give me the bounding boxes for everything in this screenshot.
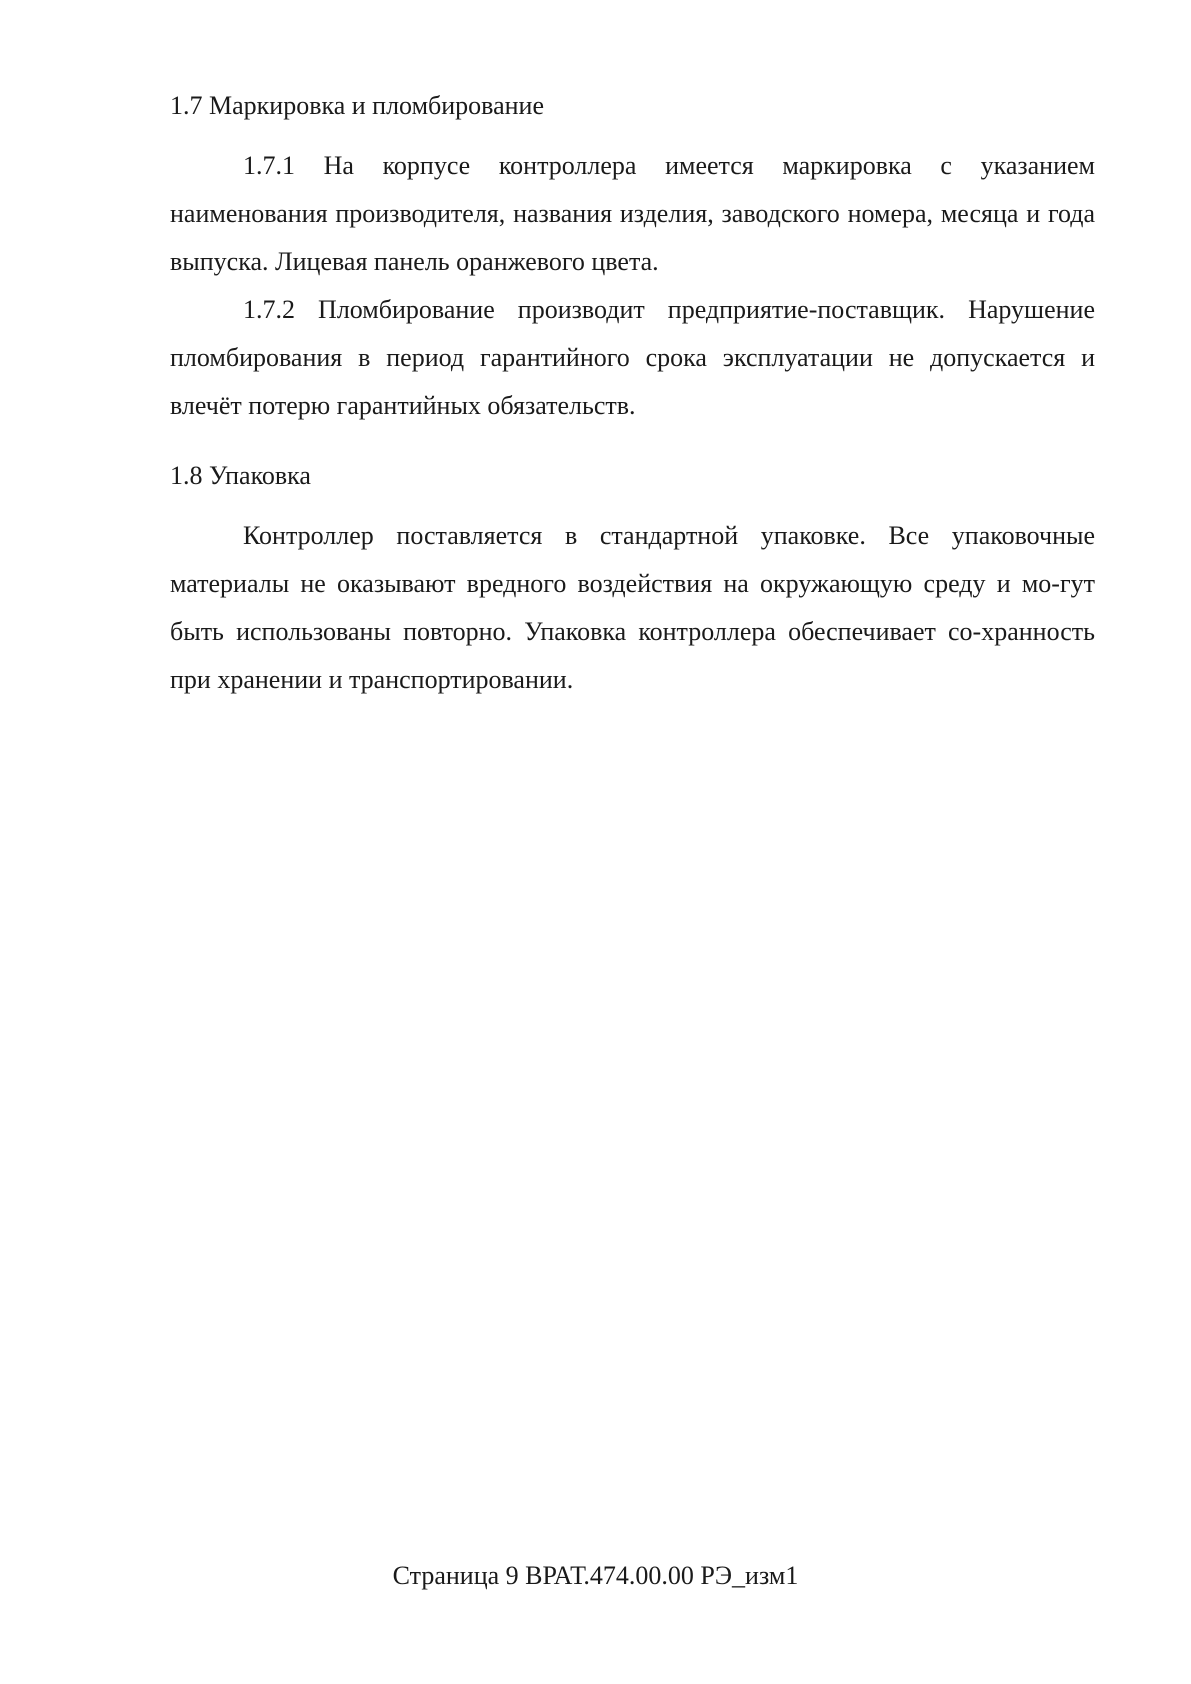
- section-marking: [170, 82, 1095, 430]
- section-packaging: [170, 452, 1095, 704]
- paragraph: 1.7.2 Пломбирование производит предприятие-поставщик. Нарушение пломбирования в период гарантийного срока эксплуатации не допускается и влечёт потерю гарантийных обязательств.: [170, 295, 1095, 420]
- page-footer: Страница 9 ВРАТ.474.00.00 РЭ_изм1: [392, 1561, 799, 1590]
- section-heading: 1.7 Маркировка и пломбирование: [170, 91, 545, 120]
- paragraph: Контроллер поставляется в стандартной упаковке. Все упаковочные материалы не оказывают вредного воздействия на окружающую среду и мо-гут быть использованы повторно. Упаковка контроллера обеспечивает со-хранность при хранении и транспортировании.: [170, 521, 1095, 694]
- page-content: [170, 82, 1095, 704]
- paragraph: 1.7.1 На корпусе контроллера имеется маркировка с указанием наименования производителя, названия изделия, заводского номера, месяца и года выпуска. Лицевая панель оранжевого цвета.: [170, 151, 1095, 276]
- section-heading: 1.8 Упаковка: [170, 461, 311, 490]
